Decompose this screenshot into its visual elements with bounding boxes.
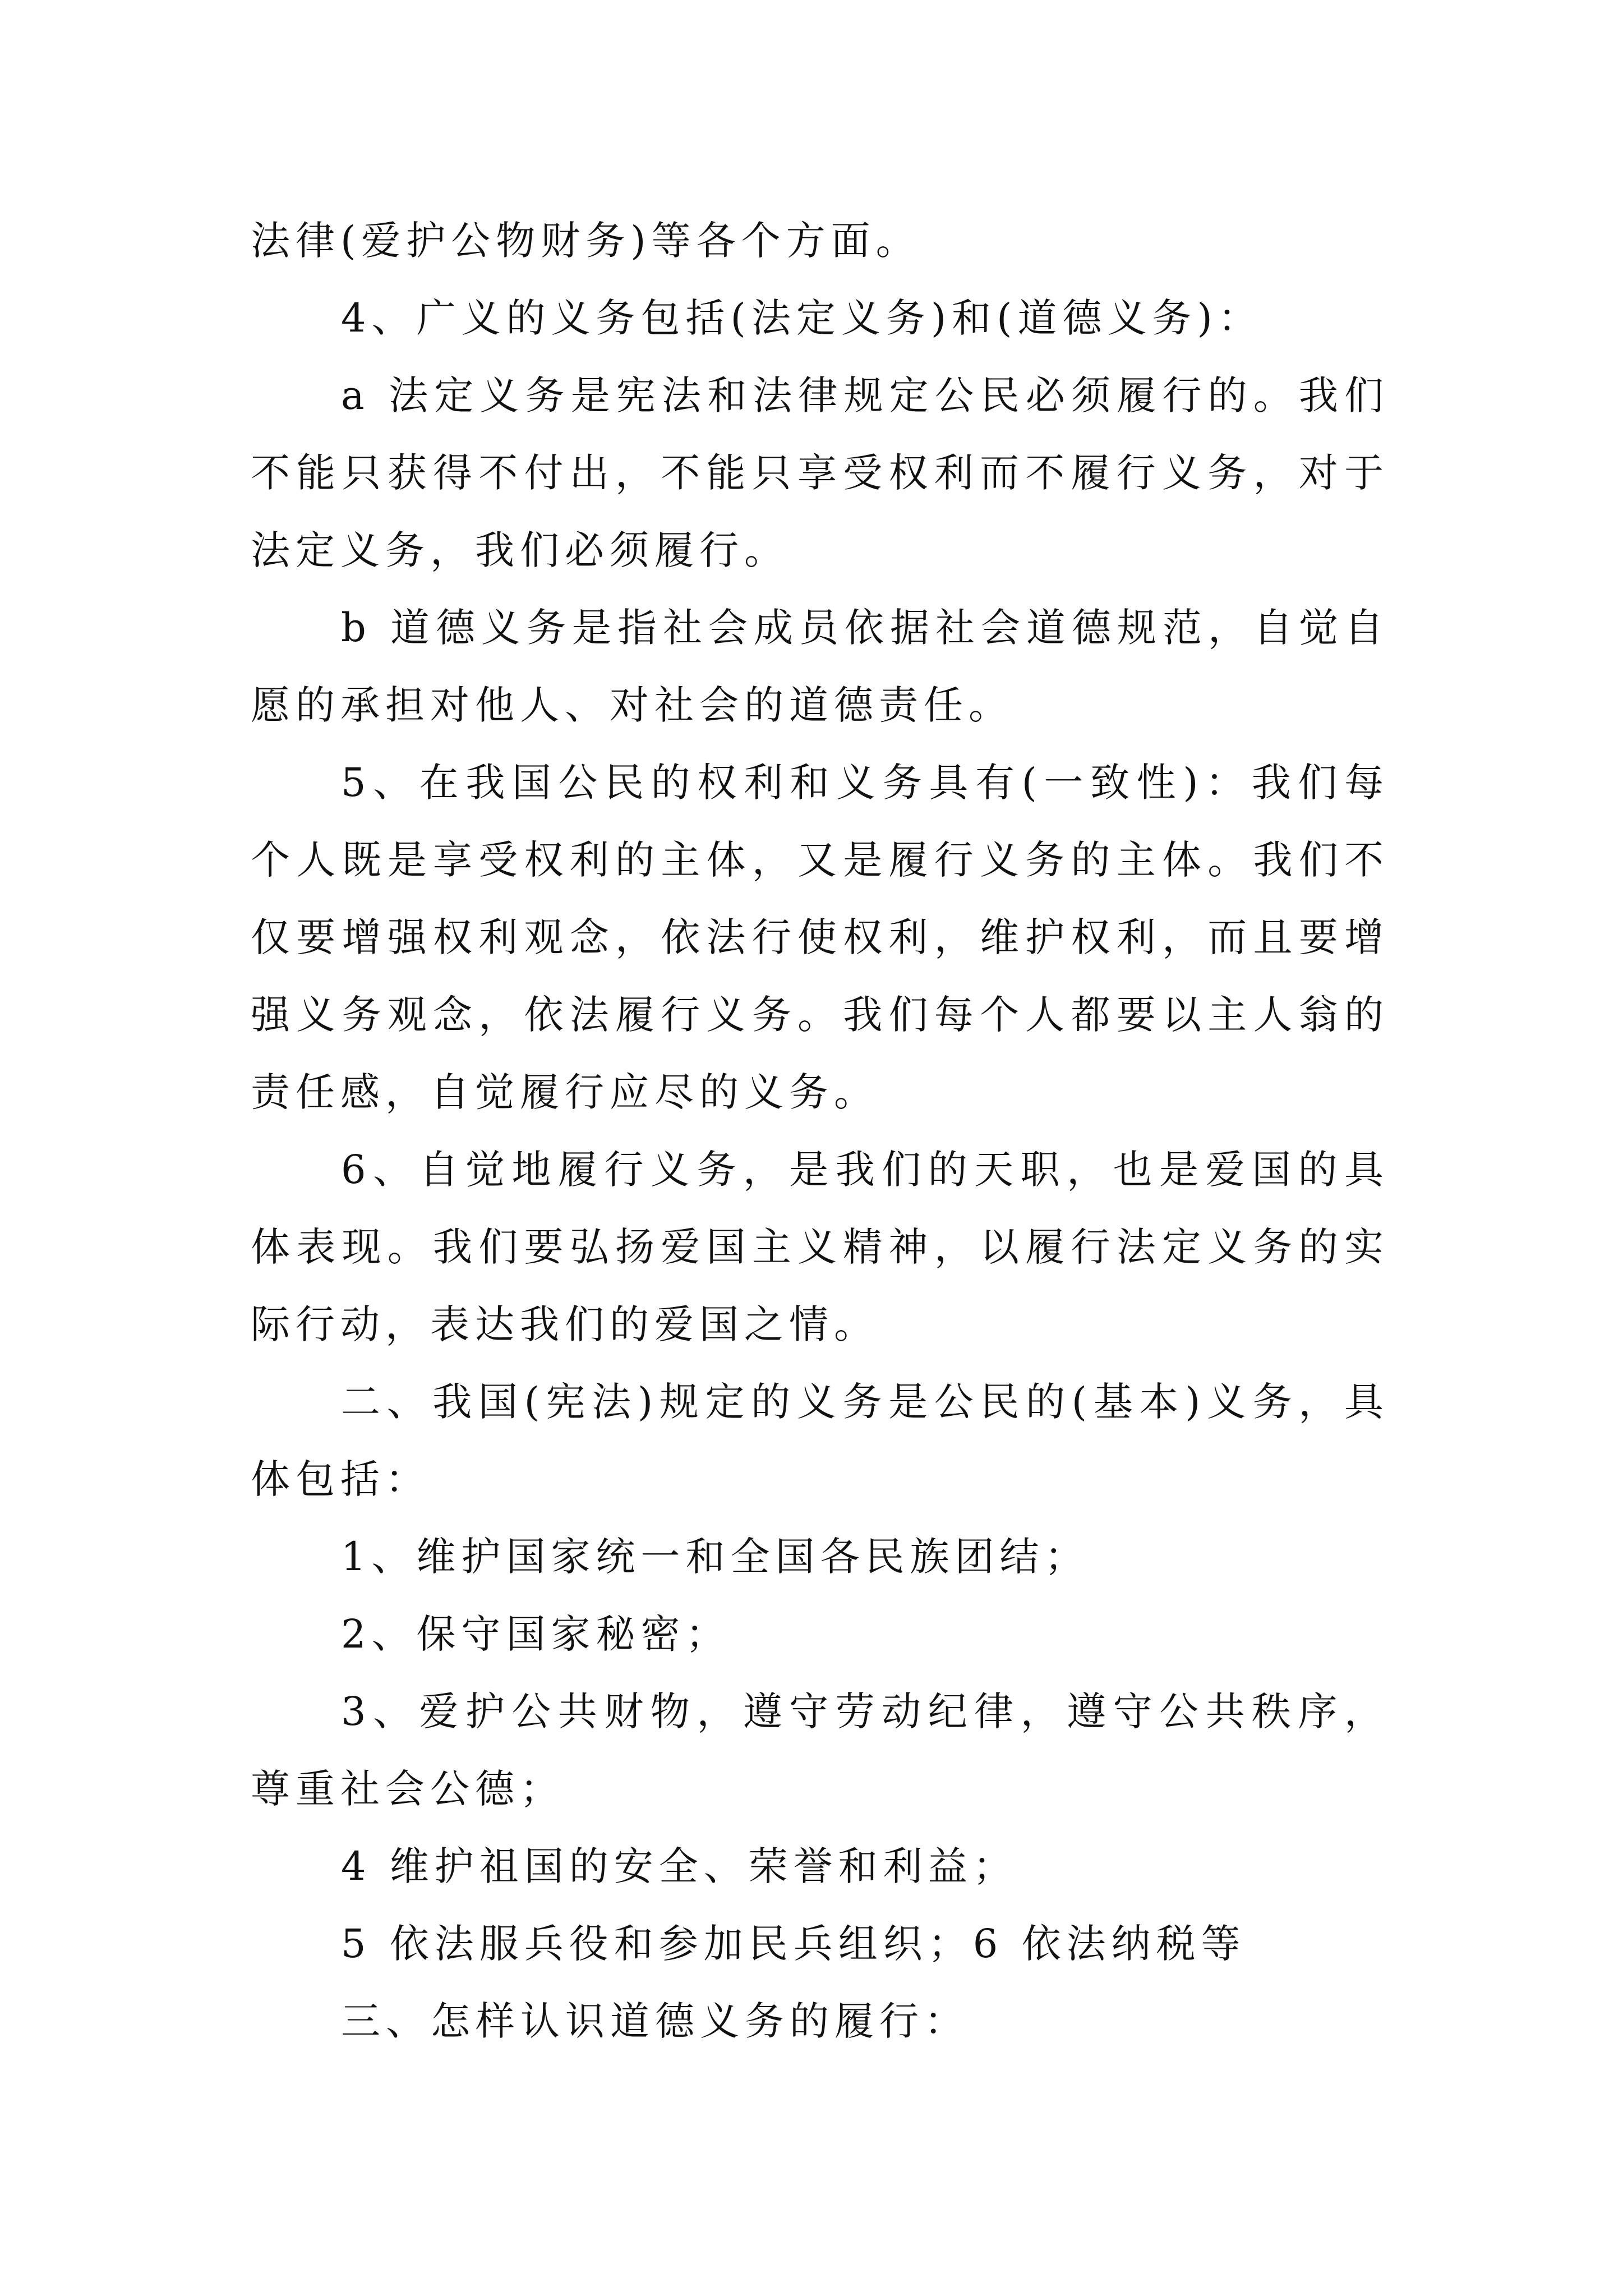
paragraph-item-4a: a 法定义务是宪法和法律规定公民必须履行的。我们不能只获得不付出，不能只享受权利而不履行义务，对于法定义务，我们必须履行。 xyxy=(251,372,1389,573)
list-item-3: 3、爱护公共财物，遵守劳动纪律，遵守公共秩序，尊重社会公德； xyxy=(251,1688,1389,1812)
document-body xyxy=(251,202,1389,2060)
list-item-2: 2、保守国家秘密； xyxy=(341,1611,731,1657)
paragraph-item-4b: b 道德义务是指社会成员依据社会道德规范，自觉自愿的承担对他人、对社会的道德责任。 xyxy=(251,605,1389,728)
paragraph-item-5: 5、在我国公民的权利和义务具有(一致性)：我们每个人既是享受权利的主体，又是履行义务的主体。我们不仅要增强权利观念，依法行使权利，维护权利，而且要增强义务观念，依法履行义务。我们每个人都要以主人翁的责任感，自觉履行应尽的义务。 xyxy=(251,760,1389,1115)
paragraph-item-4: 4、广义的义务包括(法定义务)和(道德义务)： xyxy=(341,295,1263,341)
list-item-1: 1、维护国家统一和全国各民族团结； xyxy=(341,1534,1090,1580)
paragraph-continuation: 法律(爱护公物财务)等各个方面。 xyxy=(251,218,921,264)
section-heading-2: 二、我国(宪法)规定的义务是公民的(基本)义务，具体包括： xyxy=(251,1379,1389,1502)
list-item-4: 4 维护祖国的安全、荣誉和利益； xyxy=(341,1843,1018,1889)
section-heading-3: 三、怎样认识道德义务的履行： xyxy=(341,1998,969,2044)
paragraph-item-6: 6、自觉地履行义务，是我们的天职，也是爱国的具体表现。我们要弘扬爱国主义精神，以履行法定义务的实际行动，表达我们的爱国之情。 xyxy=(251,1147,1389,1347)
list-item-5-6: 5 依法服兵役和参加民兵组织；6 依法纳税等 xyxy=(341,1921,1246,1967)
